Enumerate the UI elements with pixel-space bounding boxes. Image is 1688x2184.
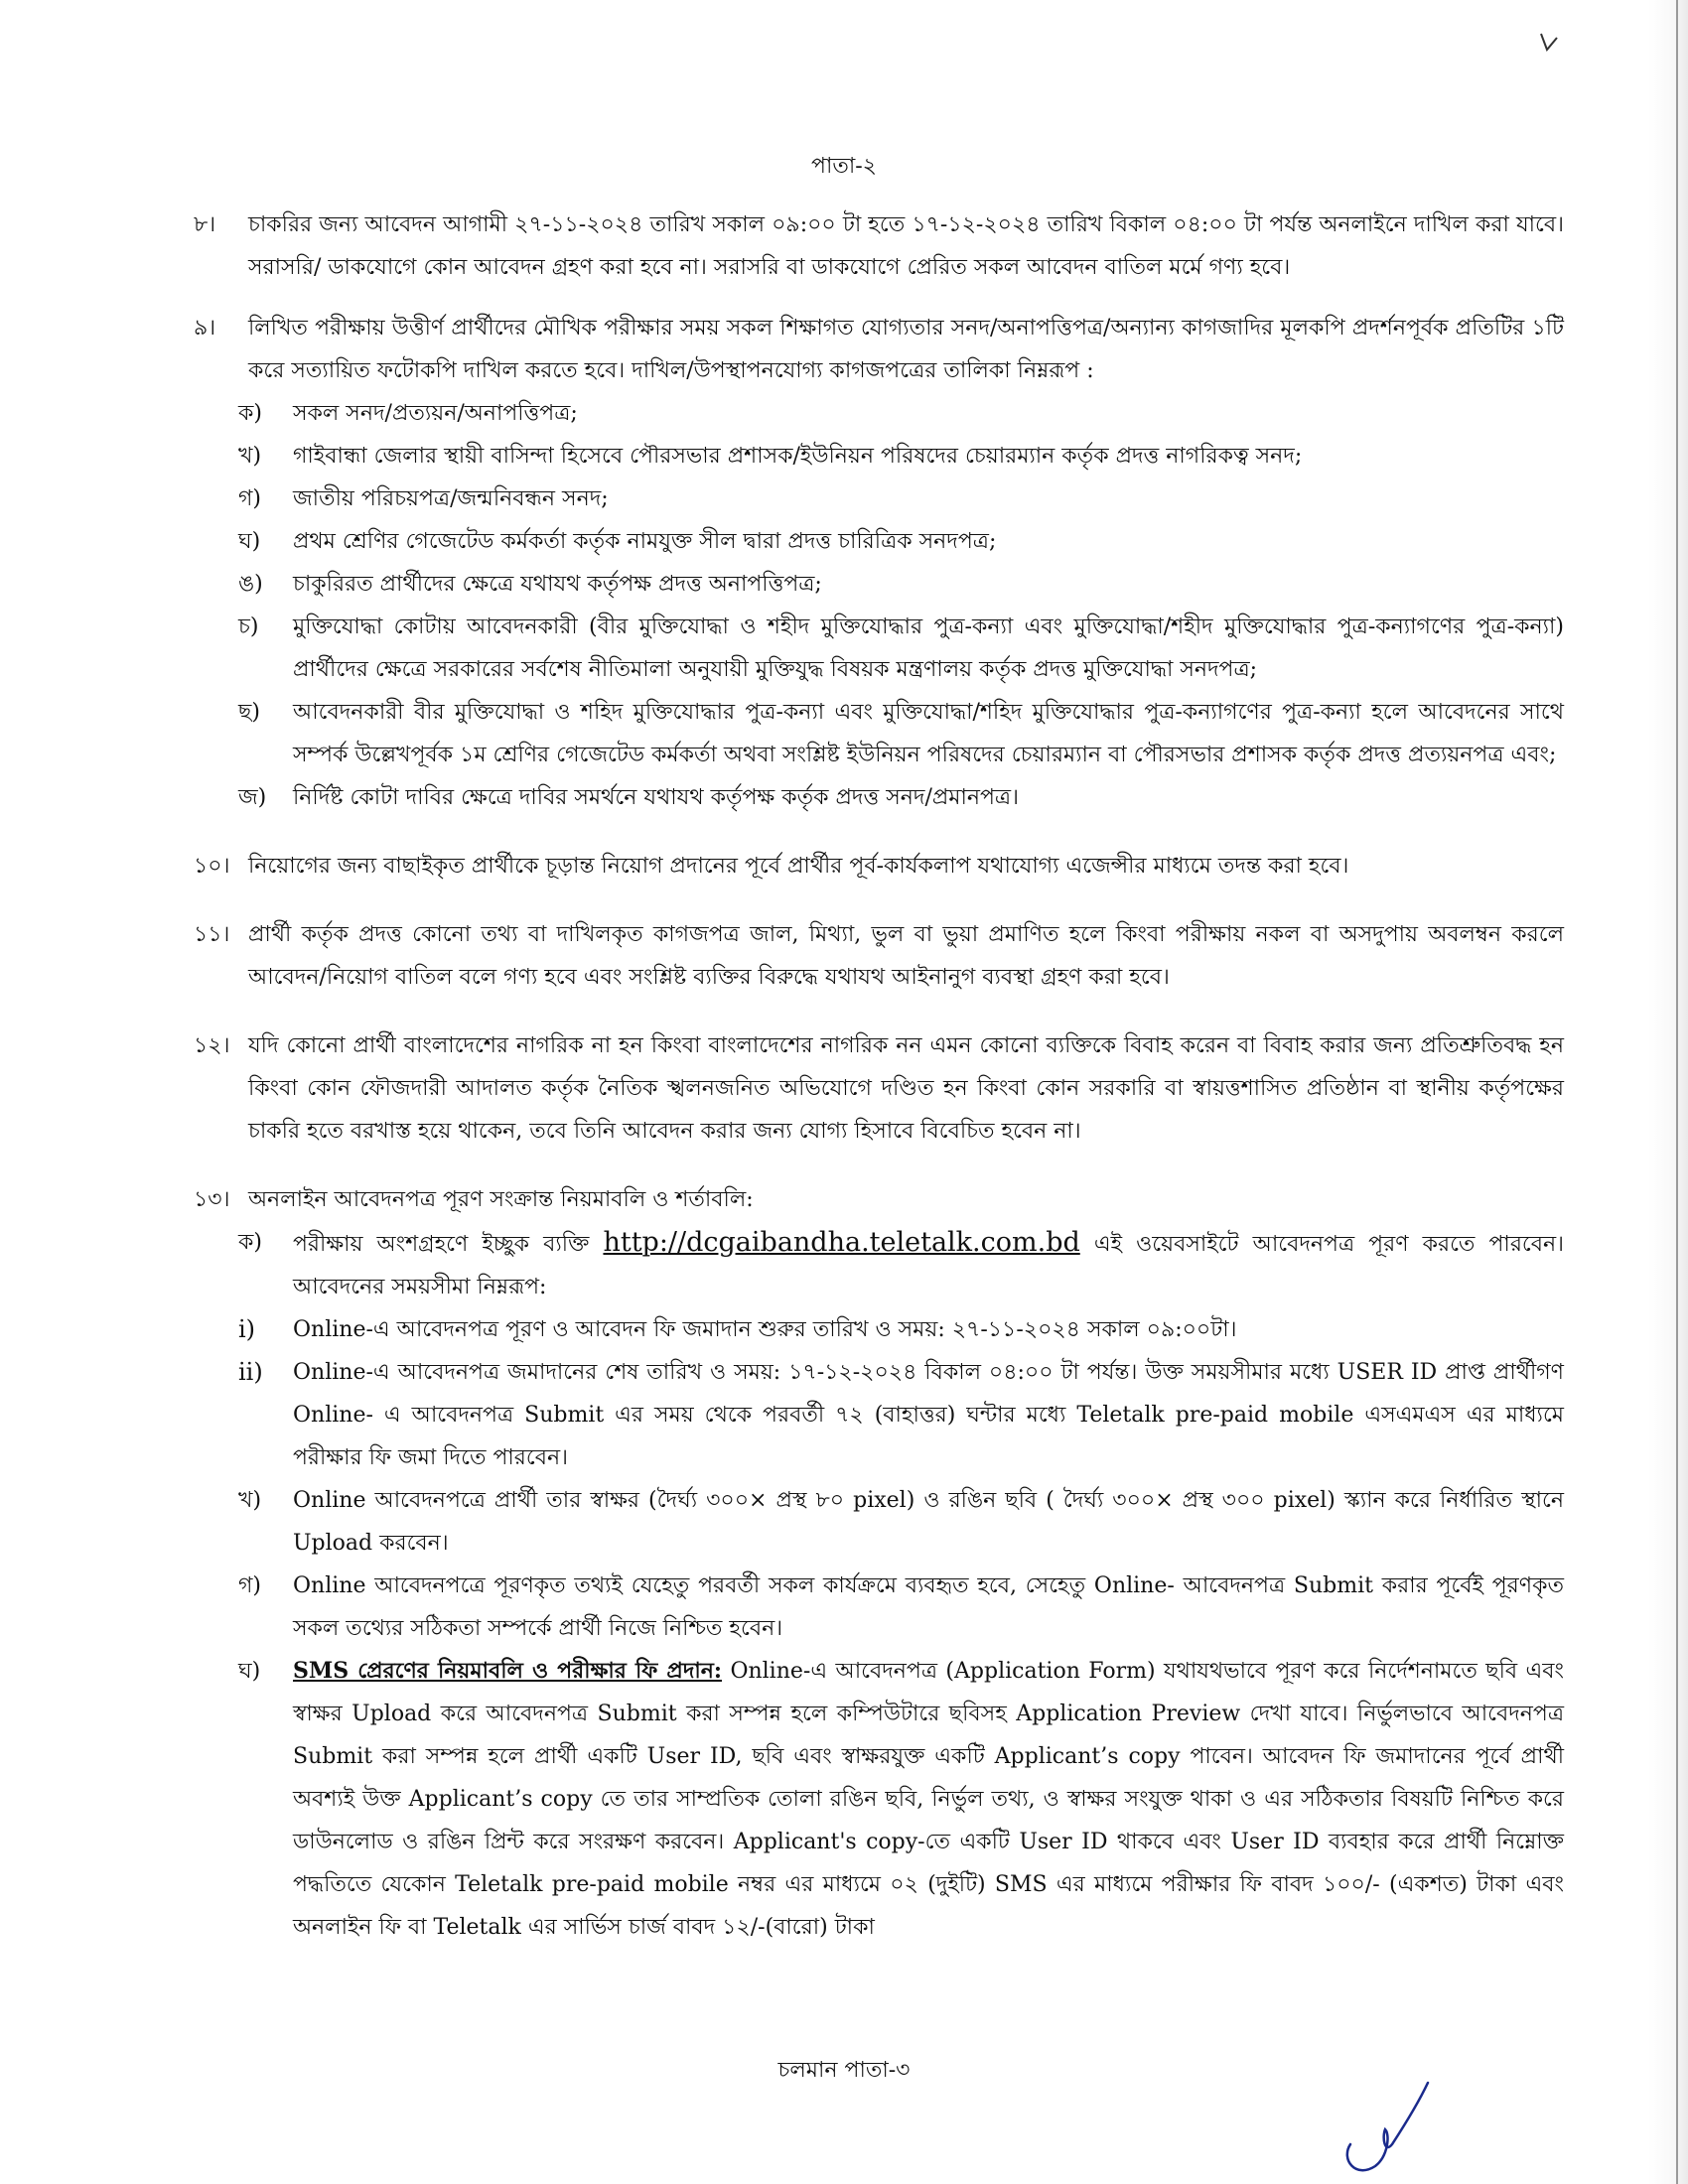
list-marker: চ)	[238, 614, 259, 639]
list-marker: খ)	[238, 1488, 262, 1513]
list-marker: গ)	[238, 1573, 262, 1598]
clause-number: ১০।	[194, 854, 230, 879]
list-marker: ঘ)	[238, 529, 261, 554]
clause-text: প্রার্থী কর্তৃক প্রদত্ত কোনো তথ্য বা দাখিলকৃত কাগজপত্র জাল, মিথ্যা, ভুল বা ভুয়া প্রমাণিত হলে কিংবা পরীক্ষায় নকল বা অসদুপায় অবলম্বন করলে আবেদন/নিয়োগ বাতিল বলে গণ্য হবে এবং সংশ্লিষ্ট ব্যক্তির বিরুদ্ধে যথাযথ আইনানুগ ব্যবস্থা গ্রহণ করা হবে।	[248, 922, 1564, 990]
application-website-link[interactable]: http://dcgaibandha.teletalk.com.bd	[603, 1227, 1080, 1258]
sms-fee-item	[238, 1650, 1564, 1949]
list-item	[238, 392, 1564, 435]
list-marker: ঘ)	[238, 1659, 261, 1684]
sms-fee-heading: SMS প্রেরণের নিয়মাবলি ও পরীক্ষার ফি প্রদান:	[293, 1658, 723, 1684]
list-text: গাইবান্ধা জেলার স্থায়ী বাসিন্দা হিসেবে পৌরসভার প্রশাসক/ইউনিয়ন পরিষদের চেয়ারম্যান কর্তৃক প্রদত্ত নাগরিকত্ব সনদ;	[293, 444, 1303, 469]
list-item	[238, 435, 1564, 478]
clause-12	[194, 1024, 1564, 1153]
list-marker: i)	[238, 1315, 256, 1343]
scan-edge-shadow	[1630, 0, 1688, 2184]
scan-edge-line	[1676, 0, 1678, 2184]
list-marker: গ)	[238, 486, 262, 511]
clause-text: নিয়োগের জন্য বাছাইকৃত প্রার্থীকে চূড়ান্ত নিয়োগ প্রদানের পূর্বে প্রার্থীর পূর্ব-কার্যকলাপ যথাযোগ্য এজেন্সীর মাধ্যমে তদন্ত করা হবে।	[248, 854, 1349, 879]
list-item	[238, 1565, 1564, 1650]
list-text: সকল সনদ/প্রত্যয়ন/অনাপত্তিপত্র;	[293, 401, 578, 426]
online-apply-item	[238, 1221, 1564, 1308]
clause-number: ১৩।	[194, 1187, 230, 1212]
document-body	[194, 204, 1564, 1949]
clause-13	[194, 1178, 1564, 1221]
clause-8	[194, 204, 1564, 289]
list-text: প্রথম শ্রেণির গেজেটেড কর্মকর্তা কর্তৃক নামযুক্ত সীল দ্বারা প্রদত্ত চারিত্রিক সনদপত্র;	[293, 529, 997, 554]
list-text: মুক্তিযোদ্ধা কোটায় আবেদনকারী (বীর মুক্তিযোদ্ধা ও শহীদ মুক্তিযোদ্ধার পুত্র-কন্যা এবং মুক্তিযোদ্ধা/শহীদ মুক্তিযোদ্ধার পুত্র-কন্যাগণের পুত্র-কন্যা) প্রার্থীদের ক্ষেত্রে সরকারের সর্বশেষ নীতিমালা অনুযায়ী মুক্তিযুদ্ধ বিষয়ক মন্ত্রণালয় কর্তৃক প্রদত্ত মুক্তিযোদ্ধা সনদপত্র;	[293, 614, 1564, 682]
list-marker: ii)	[238, 1358, 263, 1386]
list-text: এই ওয়েবসাইটে আবেদনপত্র পূরণ করতে পারবেন। আবেদনের সময়সীমা নিম্নরূপ:	[293, 1232, 1565, 1299]
page-number: পাতা-২	[811, 154, 877, 179]
list-text: পরীক্ষায় অংশগ্রহণে ইচ্ছুক ব্যক্তি	[293, 1232, 590, 1257]
list-item	[238, 1308, 1564, 1351]
clause-text: অনলাইন আবেদনপত্র পূরণ সংক্রান্ত নিয়মাবলি ও শর্তাবলি:	[248, 1187, 754, 1212]
list-marker: খ)	[238, 444, 262, 469]
list-item	[238, 520, 1564, 563]
list-item	[238, 563, 1564, 606]
list-marker: ঙ)	[238, 572, 263, 597]
list-item	[238, 691, 1564, 776]
continued-page-note: চলমান পাতা-৩	[777, 2058, 911, 2083]
list-item	[238, 478, 1564, 520]
list-item	[238, 1479, 1564, 1565]
clause-11	[194, 913, 1564, 999]
list-text: চাকুরিরত প্রার্থীদের ক্ষেত্রে যথাযথ কর্তৃপক্ষ প্রদত্ত অনাপত্তিপত্র;	[293, 572, 822, 597]
list-text: Online-এ আবেদনপত্র জমাদানের শেষ তারিখ ও সময়: ১৭-১২-২০২৪ বিকাল ০৪:০০ টা পর্যন্ত। উক্ত সময়সীমার মধ্যে USER ID প্রাপ্ত প্রার্থীগণ Online- এ আবেদনপত্র Submit এর সময় থেকে পরবর্তী ৭২ (বাহাত্তর) ঘন্টার মধ্যে Teletalk pre-paid mobile এসএমএস এর মাধ্যমে পরীক্ষার ফি জমা দিতে পারবেন।	[293, 1360, 1564, 1470]
clause-number: ৮।	[194, 212, 216, 237]
list-text: জাতীয় পরিচয়পত্র/জন্মনিবন্ধন সনদ;	[293, 486, 609, 511]
clause-number: ৯।	[194, 316, 216, 341]
clause-9	[194, 307, 1564, 392]
list-marker: জ)	[238, 785, 267, 810]
list-text: Online আবেদনপত্রে প্রার্থী তার স্বাক্ষর (দৈর্ঘ্য ৩০০× প্রস্থ ৮০ pixel) ও রঙিন ছবি ( দৈর্ঘ্য ৩০০× প্রস্থ ৩০০ pixel) স্ক্যান করে নির্ধারিত স্থানে Upload করবেন।	[293, 1488, 1564, 1556]
list-text: আবেদনকারী বীর মুক্তিযোদ্ধা ও শহিদ মুক্তিযোদ্ধার পুত্র-কন্যা এবং মুক্তিযোদ্ধা/শহিদ মুক্তিযোদ্ধার পুত্র-কন্যাগণের পুত্র-কন্যা হলে আবেদনের সাথে সম্পর্ক উল্লেখপূর্বক ১ম শ্রেণির গেজেটেড কর্মকর্তা অথবা সংশ্লিষ্ট ইউনিয়ন পরিষদের চেয়ারম্যান বা পৌরসভার প্রশাসক কর্তৃক প্রদত্ত প্রত্যয়নপত্র এবং;	[293, 700, 1564, 767]
list-text: Online আবেদনপত্রে পূরণকৃত তথ্যই যেহেতু পরবর্তী সকল কার্যক্রমে ব্যবহৃত হবে, সেহেতু Online- আবেদনপত্র Submit করার পূর্বেই পূরণকৃত সকল তথ্যের সঠিকতা সম্পর্কে প্রার্থী নিজে নিশ্চিত হবেন।	[293, 1573, 1564, 1641]
clause-10	[194, 845, 1564, 887]
signature-mark-icon	[1321, 2075, 1440, 2184]
clause-number: ১২।	[194, 1033, 230, 1058]
scan-mark-icon	[1537, 30, 1561, 64]
list-item	[238, 606, 1564, 691]
list-marker: ক)	[238, 401, 262, 426]
list-text: Online-এ আবেদনপত্র পূরণ ও আবেদন ফি জমাদান শুরুর তারিখ ও সময়: ২৭-১১-২০২৪ সকাল ০৯:০০টা।	[293, 1317, 1237, 1342]
clause-text: লিখিত পরীক্ষায় উত্তীর্ণ প্রার্থীদের মৌখিক পরীক্ষার সময় সকল শিক্ষাগত যোগ্যতার সনদ/অনাপত্তিপত্র/অন্যান্য কাগজাদির মূলকপি প্রদর্শনপূর্বক প্রতিটির ১টি করে সত্যায়িত ফটোকপি দাখিল করতে হবে। দাখিল/উপস্থাপনযোগ্য কাগজপত্রের তালিকা নিম্নরূপ :	[248, 316, 1564, 383]
clause-text: যদি কোনো প্রার্থী বাংলাদেশের নাগরিক না হন কিংবা বাংলাদেশের নাগরিক নন এমন কোনো ব্যক্তিকে বিবাহ করেন বা বিবাহ করার জন্য প্রতিশ্রুতিবদ্ধ হন কিংবা কোন ফৌজদারী আদালত কর্তৃক নৈতিক স্খলনজনিত অভিযোগে দণ্ডিত হন কিংবা কোন সরকারি বা স্বায়ত্তশাসিত প্রতিষ্ঠান বা স্থানীয় কর্তৃপক্ষের চাকরি হতে বরখাস্ত হয়ে থাকেন, তবে তিনি আবেদন করার জন্য যোগ্য হিসাবে বিবেচিত হবেন না।	[248, 1033, 1564, 1144]
list-item	[238, 776, 1564, 819]
clause-number: ১১।	[194, 922, 230, 947]
list-item	[238, 1351, 1564, 1479]
list-text: Online-এ আবেদনপত্র (Application Form) যথাযথভাবে পূরণ করে নির্দেশনামতে ছবি এবং স্বাক্ষর Upload করে আবেদনপত্র Submit করা সম্পন্ন হলে কম্পিউটারে ছবিসহ Application Preview দেখা যাবে। নির্ভুলভাবে আবেদনপত্র Submit করা সম্পন্ন হলে প্রার্থী একটি User ID, ছবি এবং স্বাক্ষরযুক্ত একটি Applicant’s copy পাবেন। আবেদন ফি জমাদানের পূর্বে প্রার্থী অবশ্যই উক্ত Applicant’s copy তে তার সাম্প্রতিক তোলা রঙিন ছবি, নির্ভুল তথ্য, ও স্বাক্ষর সংযুক্ত থাকা ও এর সঠিকতার বিষয়টি নিশ্চিত করে ডাউনলোড ও রঙিন প্রিন্ট করে সংরক্ষণ করবেন। Applicant's copy-তে একটি User ID থাকবে এবং User ID ব্যবহার করে প্রার্থী নিম্নোক্ত পদ্ধতিতে যেকোন Teletalk pre-paid mobile নম্বর এর মাধ্যমে ০২ (দুইটি) SMS এর মাধ্যমে পরীক্ষার ফি বাবদ ১০০/- (একশত) টাকা এবং অনলাইন ফি বা Teletalk এর সার্ভিস চার্জ বাবদ ১২/-(বারো) টাকা	[293, 1659, 1565, 1940]
list-marker: ছ)	[238, 700, 260, 725]
list-text: নির্দিষ্ট কোটা দাবির ক্ষেত্রে দাবির সমর্থনে যথাযথ কর্তৃপক্ষ কর্তৃক প্রদত্ত সনদ/প্রমানপত্র।	[293, 785, 1019, 810]
list-marker: ক)	[238, 1230, 262, 1255]
clause-text: চাকরির জন্য আবেদন আগামী ২৭-১১-২০২৪ তারিখ সকাল ০৯:০০ টা হতে ১৭-১২-২০২৪ তারিখ বিকাল ০৪:০০ টা পর্যন্ত অনলাইনে দাখিল করা যাবে। সরাসরি/ ডাকযোগে কোন আবেদন গ্রহণ করা হবে না। সরাসরি বা ডাকযোগে প্রেরিত সকল আবেদন বাতিল মর্মে গণ্য হবে।	[248, 212, 1564, 280]
